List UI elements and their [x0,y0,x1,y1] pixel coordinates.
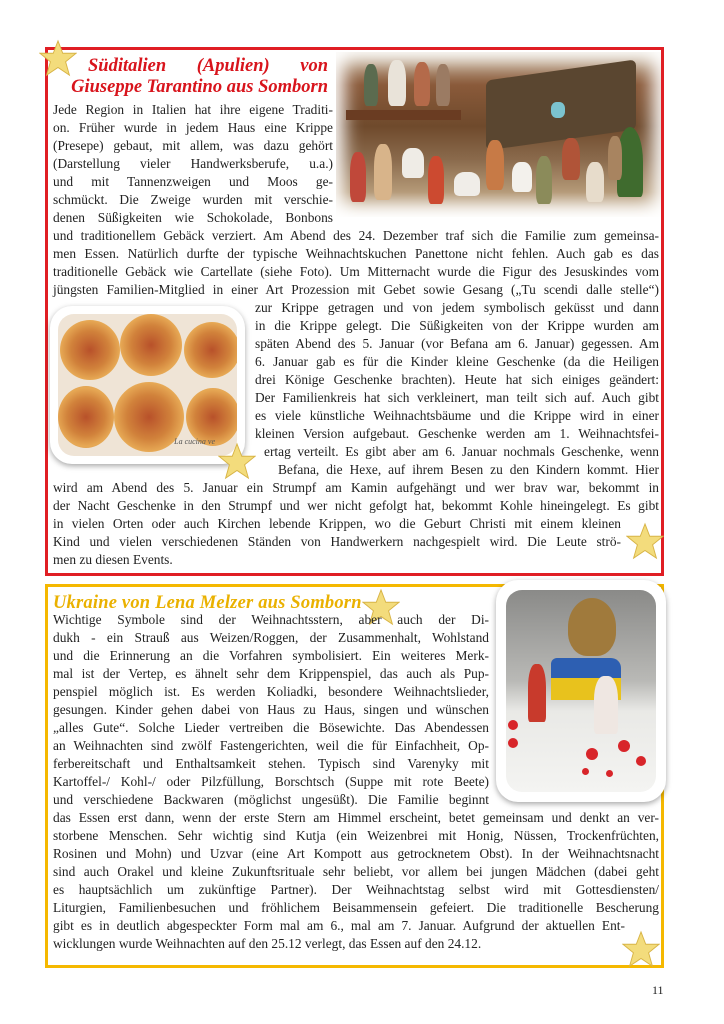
italy-section-title [56,56,328,98]
text-line: wird am Abend des 5. Januar ein Strumpf am Kamin aufgehängt und wer brav war, bekommt in [53,480,659,495]
text-line: storbene Menschen. Sehr wichtig sind Kutja (ein Weizenbrei mit Honig, Nüssen, Trockenfrüchten, [53,828,659,843]
text-line: Rosinen und Mohn) und Uzvar (eine Art Kompott aus getrocknetem Obst). In der Weihnachtsnacht [53,846,659,861]
text-line: drei Könige Geschenke brachten). Heute hat sich einiges geändert: [255,372,659,387]
italy-paragraph-intro [53,101,333,227]
star-decoration-icon [626,522,664,560]
text-line: Der Familienkreis hat sich verkleinert, man teilt sich auf. Auch gibt [255,390,659,405]
text-line: das Essen erst dann, wenn der erste Stern am Himmel erscheint, betet gemeinsam und denkt an ver- [53,810,659,825]
text-line: penspiel möglich ist. Es werden Koliadki, besondere Weihnachtslieder, [53,684,489,699]
text-line: denen Süßigkeiten wie Schokolade, Bonbons [53,210,333,225]
text-line: zur Krippe getragen und von jedem symbolisch geküsst und dann [255,300,659,315]
text-line: mal ist der Vertep, es ähnelt sehr dem Krippenspiel, das auch als Pup- [53,666,489,681]
text-line: und die Erinnerung an die Vorfahren symbolisiert. Ein weiteres Merk- [53,648,489,663]
star-decoration-icon [218,442,256,480]
text-line: Kind und vielen verschiedenen Ständen von Handwerkern nachgespielt wird. Die Leute strö- [53,534,621,549]
italy-paragraph-end [53,479,659,569]
text-line: „alles Gute“. Solche Lieder vertreiben die Bösewichte. Das Abendessen [53,720,489,735]
text-line: Wichtige Symbole sind der Weihnachtsstern, aber auch der Di- [53,612,489,627]
text-line: traditionelle Gebäck wie Cartellate (siehe Foto). Um Mitternacht wurde die Figur des Jesuskindes vom [53,264,659,279]
text-line: jüngsten Familien-Mitglied in einer Art Prozession mit Gebet sowie Gesang („Tu scendi dalle stelle“) [53,282,659,297]
title-word: (Apulien) [196,56,270,76]
ukrainian-table-photo [496,580,666,802]
text-line: der Nacht Geschenke in den Strumpf und wer nicht gefolgt hat, bekommt Kohle hineingelegt. Es gibt [53,498,659,513]
text-line: sind auch Orakel und kleine Zukunftsrituale sehr beliebt, vor allem bei jungen Mädchen (dabei geht [53,864,659,879]
text-line: men zu diesen Events. [53,552,173,567]
text-line: an Weihnachten sind zwölf Fastengerichten, weil die für Einfachheit, Op- [53,738,489,753]
text-line: schmückt. Die Zweige wurden mit verschie- [53,192,333,207]
text-line: Jede Region in Italien hat ihre eigene Traditi- [53,102,333,117]
text-line: Befana, die Hexe, auf ihrem Besen zu den Kindern kommt. Hier [278,462,659,477]
text-line: in die Krippe gelegt. Die Süßigkeiten von der Krippe wurden am [255,318,659,333]
italy-paragraph-middle [53,227,659,299]
text-line: 6. Januar gab es für die Kinder kleine Geschenke (da die Heiligen [255,354,659,369]
text-line: dukh - ein Strauß aus Weizen/Roggen, der Zusammenhalt, Wohlstand [53,630,489,645]
text-line: ertag verteilt. Es gibt aber am 6. Januar nochmals Geschenke, wenn [264,444,659,459]
text-line: on. Früher wurde in jedem Haus eine Krippe [53,120,333,135]
title-word: Süditalien [88,56,167,76]
ukraine-paragraph-end [53,809,659,953]
text-line: gesungen. Kinder gehen dabei von Haus zu Haus, singen und wünschen [53,702,489,717]
text-line: kleinen Version aufgebaut. Geschenke werden am 1. Weihnachtsfei- [255,426,659,441]
text-line: ferbereitschaft und Enthaltsamkeit stehen. Typisch sind Varenyky mit [53,756,489,771]
cartellate-pastry-photo [50,306,245,464]
text-line: in vielen Orten oder auch Kirchen lebende Krippen, wo die Geburt Christi mit einem kleinen [53,516,621,531]
text-line: Liturgien, Familienbesuchen und fröhlichem Beisammensein gefeiert. Die traditionelle Bescherung [53,900,659,915]
photo-watermark: La cucina ve [174,437,215,446]
text-line: (Presepe) gebaut, mit allem, was dazu gehört [53,138,333,153]
text-line: es viele künstliche Weihnachtsbäume und die Krippe wird in einer [255,408,659,423]
title-word: von [300,56,328,76]
page-number: 11 [652,983,664,997]
text-line: und traditionellem Gebäck verziert. Am Abend des 24. Dezember traf sich die Familie zum gemeinsa- [53,228,659,243]
text-line: (Darstellung vieler Handwerksberufe, u.a.) [53,156,333,171]
ukraine-section-title: Ukraine von Lena Melzer aus Somborn [53,593,362,613]
text-line: men Essen. Natürlich durfte der typische Weihnachtskuchen Panettone nicht fehlen. Auch gab es das [53,246,659,261]
text-line: und mit Tannenzweigen und Moos ge- [53,174,333,189]
text-line: Kartoffel-/ Kohl-/ oder Pilzfüllung, Borschtsch (Suppe mit rote Beete) [53,774,489,789]
text-line: späten Abend des 5. Januar (vor Befana am 6. Januar) gegessen. Am [255,336,659,351]
italy-paragraph-right [255,299,659,479]
star-decoration-icon [39,39,77,77]
title-author: Giuseppe Tarantino aus Somborn [71,77,328,97]
text-line: wicklungen wurde Weihnachten auf den 25.12 verlegt, das Essen auf den 24.12. [53,936,482,951]
star-decoration-icon [622,930,660,968]
text-line: und verschiedene Backwaren (möglichst ungesüßt). Die Familie beginnt [53,792,489,807]
ukraine-paragraph-intro [53,611,489,809]
text-line: es hauptsächlich um zukünftige Partner). Der Weihnachtstag selbst wird mit Gottesdiensten/ [53,882,659,897]
nativity-scene-photo [336,52,661,217]
text-line: gibt es in deutlich abgespeckter Form mal am 6., mal am 7. Januar. Aufgrund der aktuellen Ent- [53,918,625,933]
